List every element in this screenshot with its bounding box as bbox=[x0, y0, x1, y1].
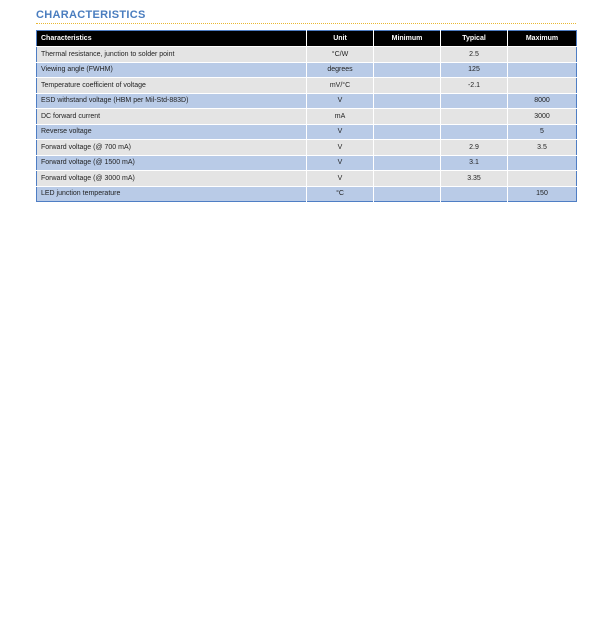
table-row bbox=[37, 93, 577, 109]
cell-unit: mA bbox=[307, 109, 374, 125]
cell-minimum bbox=[374, 109, 441, 125]
cell-maximum: 150 bbox=[508, 186, 577, 202]
cell-characteristic: Thermal resistance, junction to solder point bbox=[37, 47, 307, 63]
header-characteristics: Characteristics bbox=[37, 31, 307, 47]
table-row bbox=[37, 124, 577, 140]
cell-characteristic: Temperature coefficient of voltage bbox=[37, 78, 307, 94]
cell-minimum bbox=[374, 78, 441, 94]
table-row bbox=[37, 171, 577, 187]
cell-unit: V bbox=[307, 124, 374, 140]
header-unit: Unit bbox=[307, 31, 374, 47]
cell-characteristic: Viewing angle (FWHM) bbox=[37, 62, 307, 78]
cell-unit: V bbox=[307, 155, 374, 171]
cell-minimum bbox=[374, 155, 441, 171]
cell-maximum bbox=[508, 155, 577, 171]
table-row bbox=[37, 186, 577, 202]
cell-minimum bbox=[374, 140, 441, 156]
cell-typical bbox=[441, 109, 508, 125]
cell-minimum bbox=[374, 47, 441, 63]
cell-unit: V bbox=[307, 171, 374, 187]
cell-unit: V bbox=[307, 93, 374, 109]
cell-unit: °C bbox=[307, 186, 374, 202]
cell-characteristic: Forward voltage (@ 700 mA) bbox=[37, 140, 307, 156]
cell-unit: °C/W bbox=[307, 47, 374, 63]
table-row bbox=[37, 140, 577, 156]
header-minimum: Minimum bbox=[374, 31, 441, 47]
cell-typical: 3.1 bbox=[441, 155, 508, 171]
cell-maximum: 8000 bbox=[508, 93, 577, 109]
section-title: CHARACTERISTICS bbox=[36, 9, 146, 21]
cell-maximum bbox=[508, 62, 577, 78]
cell-unit: mV/°C bbox=[307, 78, 374, 94]
cell-characteristic: Forward voltage (@ 1500 mA) bbox=[37, 155, 307, 171]
characteristics-table bbox=[36, 30, 577, 202]
cell-characteristic: Reverse voltage bbox=[37, 124, 307, 140]
dotted-divider bbox=[36, 23, 576, 24]
cell-maximum: 3000 bbox=[508, 109, 577, 125]
cell-maximum bbox=[508, 78, 577, 94]
cell-characteristic: Forward voltage (@ 3000 mA) bbox=[37, 171, 307, 187]
table-row bbox=[37, 78, 577, 94]
cell-unit: degrees bbox=[307, 62, 374, 78]
table-body bbox=[37, 47, 577, 202]
cell-minimum bbox=[374, 171, 441, 187]
cell-minimum bbox=[374, 62, 441, 78]
cell-maximum: 3.5 bbox=[508, 140, 577, 156]
cell-typical bbox=[441, 93, 508, 109]
cell-maximum: 5 bbox=[508, 124, 577, 140]
cell-minimum bbox=[374, 124, 441, 140]
table-header-row bbox=[37, 31, 577, 47]
header-maximum: Maximum bbox=[508, 31, 577, 47]
cell-maximum bbox=[508, 47, 577, 63]
cell-maximum bbox=[508, 171, 577, 187]
table-row bbox=[37, 47, 577, 63]
cell-typical: 3.35 bbox=[441, 171, 508, 187]
cell-characteristic: DC forward current bbox=[37, 109, 307, 125]
cell-characteristic: LED junction temperature bbox=[37, 186, 307, 202]
table-row bbox=[37, 109, 577, 125]
header-typical: Typical bbox=[441, 31, 508, 47]
table-row bbox=[37, 62, 577, 78]
cell-minimum bbox=[374, 186, 441, 202]
cell-typical bbox=[441, 186, 508, 202]
cell-typical: 2.9 bbox=[441, 140, 508, 156]
cell-characteristic: ESD withstand voltage (HBM per Mil-Std-883D) bbox=[37, 93, 307, 109]
cell-typical bbox=[441, 124, 508, 140]
cell-unit: V bbox=[307, 140, 374, 156]
cell-typical: 125 bbox=[441, 62, 508, 78]
cell-typical: 2.5 bbox=[441, 47, 508, 63]
table-row bbox=[37, 155, 577, 171]
cell-typical: -2.1 bbox=[441, 78, 508, 94]
cell-minimum bbox=[374, 93, 441, 109]
